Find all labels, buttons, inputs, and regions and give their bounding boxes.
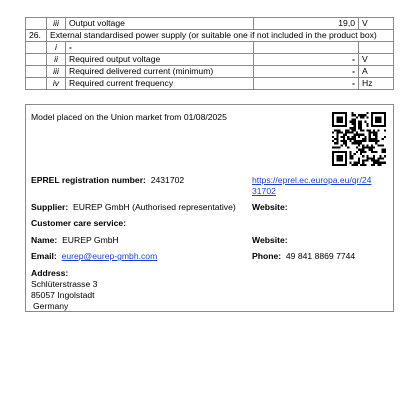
qr-code-icon [332, 112, 386, 166]
row-label: Required output voltage [66, 54, 254, 66]
eprel-value: 2431702 [150, 175, 185, 185]
row-unit: V [359, 54, 394, 66]
table-row [26, 18, 394, 30]
row-index: iii [47, 18, 66, 30]
website-label: Website: [252, 235, 288, 245]
row-number [26, 66, 47, 78]
eprel-registration [31, 175, 184, 186]
supplier-line [31, 202, 236, 213]
row-number [26, 42, 47, 54]
supplier-value: EUREP GmbH (Authorised representative) [73, 202, 236, 212]
row-number [26, 54, 47, 66]
row-section-title: External standardised power supply (or suitable one if not included in the product box) [47, 30, 394, 42]
row-unit: A [359, 66, 394, 78]
row-number: 26. [26, 30, 47, 42]
row-label: Output voltage [66, 18, 254, 30]
customer-care-heading: Customer care service: [31, 218, 127, 228]
name-line [31, 235, 119, 246]
eprel-label: EPREL registration number: [31, 175, 146, 185]
name-label: Name: [31, 235, 58, 245]
email-label: Email: [31, 251, 57, 261]
row-unit: Hz [359, 78, 394, 90]
row-label: Required delivered current (minimum) [66, 66, 254, 78]
table-row [26, 66, 394, 78]
row-value: 19,0 [254, 18, 359, 30]
row-index: iv [47, 78, 66, 90]
row-number [26, 18, 47, 30]
supplier-info-card [25, 104, 394, 312]
email-link[interactable]: eurep@eurep-gmbh.com [61, 251, 158, 261]
row-number [26, 78, 47, 90]
table-row [26, 42, 394, 54]
phone-value: 49 841 8869 7744 [285, 251, 356, 261]
row-label: Required current frequency [66, 78, 254, 90]
row-value: - [254, 78, 359, 90]
row-index: ii [47, 54, 66, 66]
row-unit [359, 42, 394, 54]
phone-line [252, 251, 355, 262]
eprel-link[interactable] [252, 175, 371, 197]
eprel-link-line1[interactable]: https://eprel.ec.europa.eu/qr/24 [252, 175, 372, 185]
spec-table [25, 17, 394, 90]
table-row [26, 78, 394, 90]
table-row [26, 30, 394, 42]
row-value: - [254, 54, 359, 66]
row-index: i [47, 42, 66, 54]
address-line: Germany [33, 301, 69, 311]
phone-label: Phone: [252, 251, 282, 261]
row-index: iii [47, 66, 66, 78]
table-row [26, 54, 394, 66]
supplier-label: Supplier: [31, 202, 69, 212]
row-value: - [254, 66, 359, 78]
eprel-link-line2[interactable]: 31702 [252, 186, 276, 196]
address-label: Address: [31, 268, 69, 278]
website-label: Website: [252, 202, 288, 212]
name-value: EUREP GmbH [62, 235, 119, 245]
address-line: Schlüterstrasse 3 [31, 279, 98, 289]
row-label: - [66, 42, 254, 54]
row-value [254, 42, 359, 54]
email-line [31, 251, 157, 262]
placed-on-market-text: Model placed on the Union market from 01/08/2025 [31, 112, 227, 122]
row-unit: V [359, 18, 394, 30]
address-line: 85057 Ingolstadt [31, 290, 95, 300]
